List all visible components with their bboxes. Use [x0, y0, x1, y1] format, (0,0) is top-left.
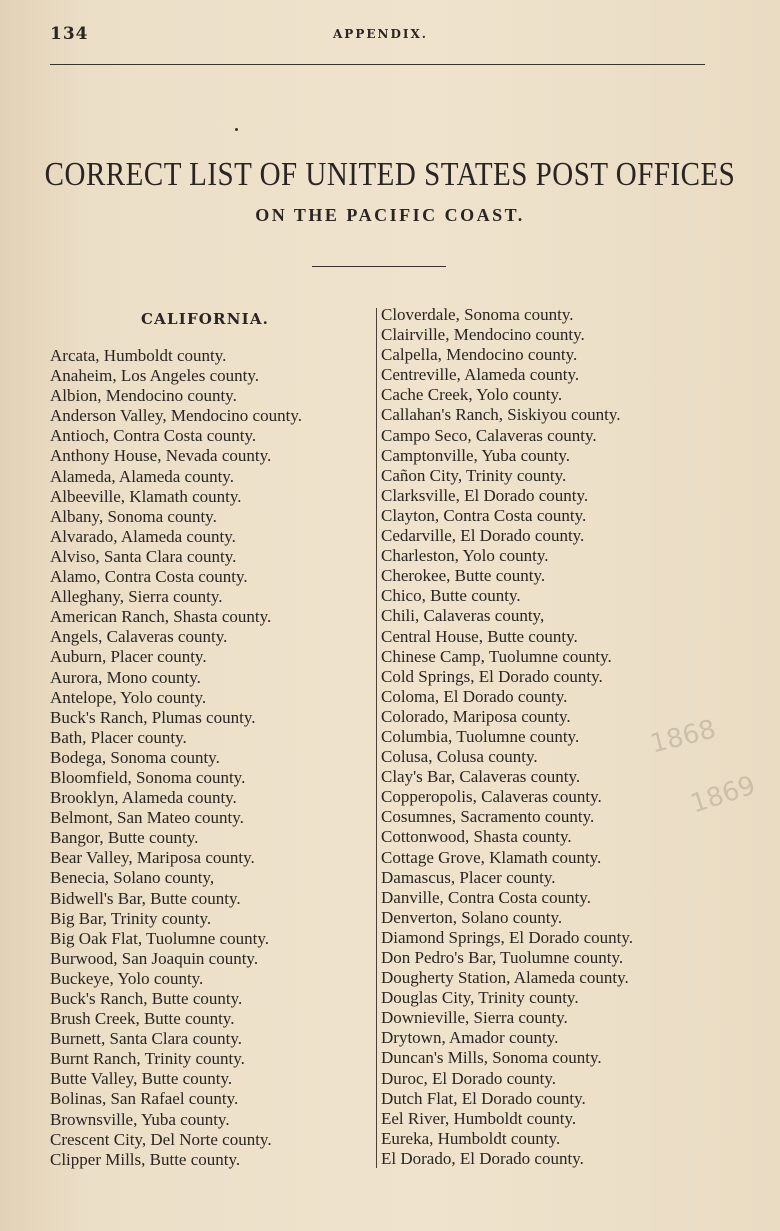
list-item: Charleston, Yolo county. [381, 546, 549, 566]
list-item: Bloomfield, Sonoma county. [50, 767, 246, 787]
list-item: Big Bar, Trinity county. [50, 908, 212, 928]
list-item: Copperopolis, Calaveras county. [381, 787, 602, 807]
list-item: Anaheim, Los Angeles county. [50, 366, 259, 386]
list-item: Benecia, Solano county, [50, 868, 215, 888]
list-item: American Ranch, Shasta county. [50, 607, 272, 627]
list-item: Duroc, El Dorado county. [381, 1068, 556, 1088]
page-number: 134 [50, 24, 89, 44]
list-item: El Dorado, El Dorado county. [381, 1148, 584, 1168]
list-item: Bangor, Butte county. [50, 828, 199, 848]
list-item: Anthony House, Nevada county. [50, 446, 272, 466]
list-item: Crescent City, Del Norte county. [50, 1129, 272, 1149]
list-item: Brooklyn, Alameda county. [50, 788, 237, 808]
left-column [50, 346, 302, 1170]
list-item: Cottage Grove, Klamath county. [381, 847, 602, 867]
pencil-annotation: 1869 [686, 770, 760, 820]
list-item: Diamond Springs, El Dorado county. [381, 927, 633, 947]
list-item: Burwood, San Joaquin county. [50, 948, 259, 968]
list-item: Eureka, Humboldt county. [381, 1128, 561, 1148]
list-item: Cache Creek, Yolo county. [381, 385, 563, 405]
list-item: Cedarville, El Dorado county. [381, 526, 585, 546]
list-item: Columbia, Tuolumne county. [381, 726, 580, 746]
list-item: Eel River, Humboldt county. [381, 1108, 577, 1128]
list-item: Bidwell's Bar, Butte county. [50, 888, 241, 908]
section-heading: CALIFORNIA. [141, 310, 270, 328]
list-item: Burnt Ranch, Trinity county. [50, 1049, 245, 1069]
list-item: Cherokee, Butte county. [381, 566, 546, 586]
list-item: Cottonwood, Shasta county. [381, 827, 572, 847]
list-item: Chinese Camp, Tuolumne county. [381, 646, 612, 666]
list-item: Drytown, Amador county. [381, 1028, 559, 1048]
list-item: Cloverdale, Sonoma county. [381, 305, 574, 324]
list-item: Centreville, Alameda county. [381, 365, 580, 385]
list-item: Buck's Ranch, Plumas county. [50, 707, 256, 727]
list-item: Buckeye, Yolo county. [50, 968, 204, 988]
list-item: Alvarado, Alameda county. [50, 526, 236, 546]
page-title: CORRECT LIST OF UNITED STATES POST OFFICES [44, 156, 736, 193]
list-item: Butte Valley, Butte county. [50, 1069, 233, 1089]
pencil-annotation: 1868 [647, 714, 719, 760]
list-item: Albion, Mendocino county. [50, 386, 237, 406]
list-item: Alameda, Alameda county. [50, 466, 234, 486]
list-item: Colorado, Mariposa county. [381, 706, 571, 726]
list-item: Chico, Butte county. [381, 586, 521, 606]
list-item: Antioch, Contra Costa county. [50, 426, 257, 446]
list-item: Dougherty Station, Alameda county. [381, 968, 629, 988]
column-divider [376, 308, 377, 1168]
list-item: Belmont, San Mateo county. [50, 808, 244, 828]
list-item: Angels, Calaveras county. [50, 627, 228, 647]
list-item: Damascus, Placer county. [381, 867, 556, 887]
right-column [381, 305, 633, 1169]
ink-dot [235, 128, 238, 131]
list-item: Alviso, Santa Clara county. [50, 546, 237, 566]
list-item: Cañon City, Trinity county. [381, 465, 567, 485]
page-header [0, 24, 780, 48]
page-subtitle: ON THE PACIFIC COAST. [255, 205, 525, 225]
list-item: Callahan's Ranch, Siskiyou county. [381, 405, 621, 425]
list-item: Bodega, Sonoma county. [50, 747, 220, 767]
list-item: Bolinas, San Rafael county. [50, 1089, 239, 1109]
list-item: Antelope, Yolo county. [50, 687, 207, 707]
list-item: Danville, Contra Costa county. [381, 887, 591, 907]
list-item: Clairville, Mendocino county. [381, 325, 585, 345]
running-head: APPENDIX. [333, 27, 428, 41]
list-item: Aurora, Mono county. [50, 667, 201, 687]
list-item: Campo Seco, Calaveras county. [381, 425, 597, 445]
list-item: Downieville, Sierra county. [381, 1008, 568, 1028]
list-item: Don Pedro's Bar, Tuolumne county. [381, 948, 624, 967]
list-item: Brush Creek, Butte county. [50, 1009, 235, 1029]
list-item: Clipper Mills, Butte county. [50, 1149, 241, 1169]
list-item: Cosumnes, Sacramento county. [381, 807, 595, 827]
list-item: Anderson Valley, Mendocino county. [50, 406, 302, 426]
title-rule [312, 266, 446, 267]
list-item: Central House, Butte county. [381, 626, 578, 646]
list-item: Duncan's Mills, Sonoma county. [381, 1048, 602, 1068]
header-rule [50, 64, 705, 65]
list-item: Denverton, Solano county. [381, 907, 563, 927]
list-item: Clay's Bar, Calaveras county. [381, 767, 581, 787]
list-item: Alleghany, Sierra county. [50, 587, 223, 607]
list-item: Auburn, Placer county. [50, 647, 207, 667]
list-item: Bath, Placer county. [50, 727, 187, 747]
list-item: Cold Springs, El Dorado county. [381, 666, 603, 686]
list-item: Arcata, Humboldt county. [50, 346, 227, 365]
list-item: Albany, Sonoma county. [50, 506, 217, 526]
list-item: Bear Valley, Mariposa county. [50, 848, 255, 868]
list-item: Burnett, Santa Clara county. [50, 1029, 242, 1049]
list-item: Colusa, Colusa county. [381, 747, 538, 767]
list-item: Camptonville, Yuba county. [381, 445, 571, 465]
list-item: Alamo, Contra Costa county. [50, 567, 248, 587]
list-item: Chili, Calaveras county, [381, 606, 545, 626]
list-item: Douglas City, Trinity county. [381, 988, 579, 1008]
list-item: Albeeville, Klamath county. [50, 486, 242, 506]
list-item: Dutch Flat, El Dorado county. [381, 1088, 586, 1108]
list-item: Coloma, El Dorado county. [381, 686, 568, 706]
list-item: Buck's Ranch, Butte county. [50, 989, 243, 1008]
list-item: Big Oak Flat, Tuolumne county. [50, 928, 269, 948]
list-item: Calpella, Mendocino county. [381, 345, 578, 365]
list-item: Clayton, Contra Costa county. [381, 505, 587, 525]
list-item: Brownsville, Yuba county. [50, 1109, 230, 1129]
list-item: Clarksville, El Dorado county. [381, 485, 589, 505]
